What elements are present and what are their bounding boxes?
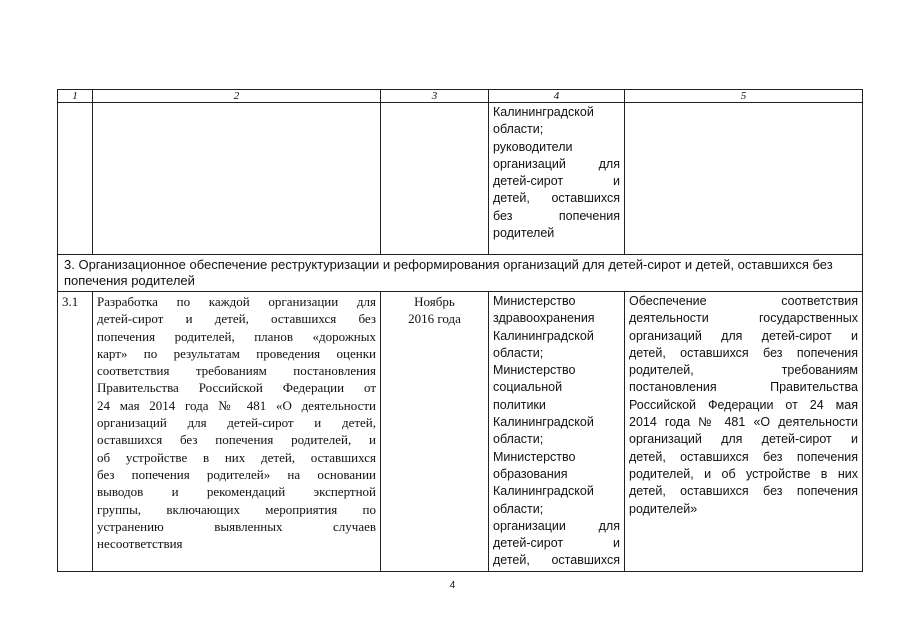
cont-cell-2 — [93, 103, 381, 255]
result-line: 2014 года № 481 «О деятельности — [629, 415, 858, 430]
table-row — [58, 292, 863, 572]
description-line: 24 мая 2014 года № 481 «О деятельности — [97, 397, 376, 413]
row-result — [625, 292, 863, 572]
executors-line: здравоохранения — [493, 311, 595, 326]
description-line: попечения родителей, планов «дорожных — [97, 328, 376, 344]
cont-executors-line: организаций для — [493, 156, 620, 171]
result-line: родителей, требованиям — [629, 363, 858, 378]
deadline-line: Ноябрь — [414, 294, 455, 309]
section-row — [58, 255, 863, 292]
page-number: 4 — [449, 580, 456, 591]
cont-cell-3 — [381, 103, 489, 255]
executors-line: детей, оставшихся — [493, 553, 620, 568]
executors-line: образования — [493, 466, 568, 481]
description-line: Разработка по каждой организации для — [97, 294, 376, 309]
description-line: устранению выявленных случаев — [97, 518, 376, 534]
description-line: организаций для детей-сирот и детей, — [97, 415, 376, 431]
result-line: родителей» — [629, 501, 698, 516]
result-line: организаций для детей-сирот и — [629, 328, 858, 343]
description-line: детей-сирот и детей, оставшихся без — [97, 311, 376, 327]
description-line: без попечения родителей» на основании — [97, 466, 376, 482]
row-executors — [489, 292, 625, 572]
cont-executors-line: родителей — [493, 226, 555, 241]
cont-cell-1 — [58, 103, 93, 255]
executors-line: детей-сирот и — [493, 536, 620, 551]
executors-line: Калининградской — [493, 484, 594, 499]
description-line: соответствия требованиям постановления — [97, 363, 376, 379]
cont-executors-line: области; — [493, 122, 544, 137]
executors-line: Министерство — [493, 294, 576, 308]
result-line: детей, оставшихся без попечения — [629, 449, 858, 464]
result-line: организаций для детей-сирот и — [629, 432, 858, 447]
description-line: выводов и рекомендаций экспертной — [97, 484, 376, 500]
executors-line: Министерство — [493, 449, 576, 464]
deadline-line: 2016 года — [408, 311, 461, 327]
row-description — [93, 292, 381, 572]
cont-cell-executors — [489, 103, 625, 255]
executors-line: области; — [493, 432, 544, 447]
row-deadline — [381, 292, 489, 572]
table-header-row — [58, 90, 863, 103]
cont-executors-line: детей-сирот и — [493, 174, 620, 189]
description-line: несоответствия — [97, 536, 183, 552]
result-line: родителей, и об устройстве в них — [629, 466, 858, 481]
executors-line: Министерство — [493, 363, 576, 378]
description-line: об устройстве в них детей, оставшихся — [97, 449, 376, 465]
result-line: детей, оставшихся без попечения — [629, 484, 858, 499]
header-col-3: 3 — [381, 90, 489, 103]
description-line: карт» по результатам проведения оценки — [97, 345, 376, 361]
executors-line: политики — [493, 397, 546, 412]
executors-line: социальной — [493, 380, 563, 395]
cont-executors-line: детей, оставшихся — [493, 191, 620, 206]
executors-line: Калининградской — [493, 328, 594, 343]
result-line: постановления Правительства — [629, 380, 858, 395]
executors-line: области; — [493, 345, 544, 360]
header-col-2: 2 — [93, 90, 381, 103]
cont-executors-line: Калининградской — [493, 105, 594, 119]
document-table — [57, 89, 863, 572]
description-line: группы, включающих мероприятия по — [97, 501, 376, 517]
cont-cell-5 — [625, 103, 863, 255]
section-title: 3. Организационное обеспечение реструктуризации и реформирования организаций для детей-сирот и детей, оставшихся без попечения родителей — [58, 255, 863, 292]
description-line: Правительства Российской Федерации от — [97, 380, 376, 396]
result-line: детей, оставшихся без попечения — [629, 345, 858, 360]
header-col-1: 1 — [58, 90, 93, 103]
executors-line: Калининградской — [493, 415, 594, 430]
header-col-4: 4 — [489, 90, 625, 103]
row-number: 3.1 — [58, 292, 93, 572]
executors-line: области; — [493, 501, 544, 516]
executors-line: организации для — [493, 518, 620, 533]
cont-executors-line: без попечения — [493, 208, 620, 223]
description-line: оставшихся без попечения родителей, и — [97, 432, 376, 448]
result-line: Обеспечение соответствия — [629, 294, 858, 308]
header-col-5: 5 — [625, 90, 863, 103]
result-line: деятельности государственных — [629, 311, 858, 326]
continuation-row — [58, 103, 863, 255]
result-line: Российской Федерации от 24 мая — [629, 397, 858, 412]
cont-executors-line: руководители — [493, 139, 573, 154]
